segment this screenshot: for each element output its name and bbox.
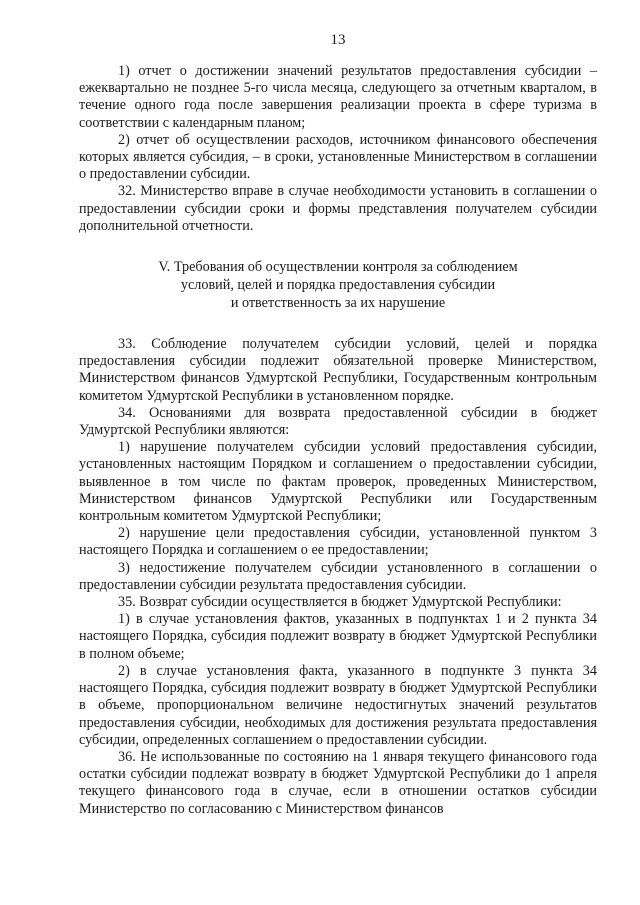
paragraph-34-item-3: 3) недостижение получателем субсидии установленного в соглашении о предоставлении субсидии результата предоставления субсидии. (79, 559, 597, 593)
paragraph-34-item-2: 2) нарушение цели предоставления субсидии, установленной пунктом 3 настоящего Порядка и соглашением о ее предоставлении; (79, 525, 597, 559)
document-body (79, 63, 597, 818)
paragraph-34-item-1: 1) нарушение получателем субсидии условий предоставления субсидии, установленных настоящим Порядком и соглашением о предоставлении субсидии, выявленное в том числе по фактам проверок, проведенных Министерством, Министерством финансов Удмуртской Республики или Государственным контрольным комитетом Удмуртской Республики; (79, 439, 597, 525)
section-heading-line-1: V. Требования об осуществлении контроля за соблюдением (158, 259, 518, 276)
paragraph-35: 35. Возврат субсидии осуществляется в бюджет Удмуртской Республики: (118, 594, 562, 611)
paragraph-report-results: 1) отчет о достижении значений результатов предоставления субсидии – ежеквартально не позднее 5-го числа месяца, следующего за отчетным кварталом, в течение одного года после завершения реализации проекта в сфере туризма в соответствии с календарным планом; (79, 63, 597, 131)
paragraph-36: 36. Не использованные по состоянию на 1 января текущего финансового года остатки субсидии подлежат возврату в бюджет Удмуртской Республики до 1 апреля текущего финансового года в случае, если в отношении остатков субсидии Министерство по согласованию с Министерством финансов (79, 748, 597, 817)
section-heading-line-3: и ответственность за их нарушение (230, 295, 446, 312)
paragraph-32: 32. Министерство вправе в случае необходимости установить в соглашении о предоставлении субсидии сроки и формы представления получателем субсидии дополнительной отчетности. (79, 183, 597, 234)
paragraph-34: 34. Основаниями для возврата предоставленной субсидии в бюджет Удмуртской Республики являются: (79, 404, 597, 439)
paragraph-33: 33. Соблюдение получателем субсидии условий, целей и порядка предоставления субсидии подлежит обязательной проверке Министерством, Министерством финансов Удмуртской Республики, Государственным контрольным комитетом Удмуртской Республики в установленном порядке. (79, 336, 597, 404)
section-heading-line-2: условий, целей и порядка предоставления субсидии (180, 277, 496, 294)
paragraph-35-item-1: 1) в случае установления фактов, указанных в подпунктах 1 и 2 пункта 34 настоящего Порядка, субсидия подлежит возврату в бюджет Удмуртской Республики в полном объеме; (79, 611, 597, 662)
page-number: 13 (330, 32, 346, 48)
paragraph-report-expenses: 2) отчет об осуществлении расходов, источником финансового обеспечения которых является субсидия, – в сроки, установленные Министерством в соглашении о предоставлении субсидии. (79, 131, 597, 183)
document-page (79, 0, 597, 818)
paragraph-35-item-2: 2) в случае установления факта, указанного в подпункте 3 пункта 34 настоящего Порядка, субсидия подлежит возврату в бюджет Удмуртской Республики в объеме, пропорциональном величине недостигнутых значений результатов предоставления субсидии, необходимых для достижения результата предоставления субсидии, определенных соглашением о предоставлении субсидии. (79, 662, 597, 748)
section-heading (79, 258, 597, 312)
